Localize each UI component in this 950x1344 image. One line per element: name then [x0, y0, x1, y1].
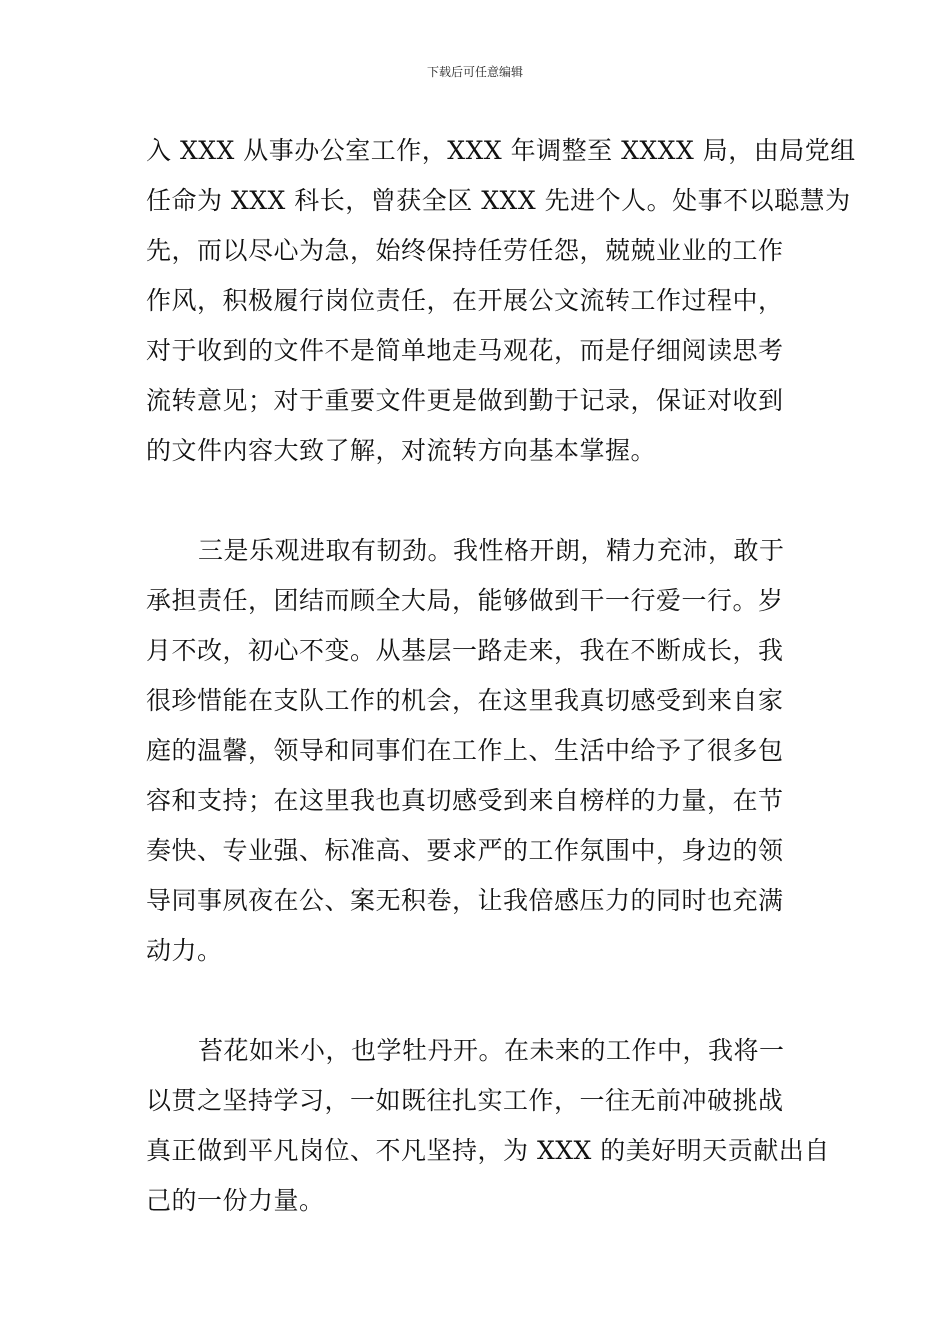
paragraph-2	[146, 526, 806, 976]
paragraph-spacer	[146, 976, 806, 1026]
page-header: 下载后可任意编辑	[426, 65, 523, 79]
text-line: 奏快、专业强、标准高、要求严的工作氛围中，身边的领	[146, 836, 784, 865]
text-line: 承担责任，团结而顾全大局，能够做到干一行爱一行。岁	[146, 586, 784, 615]
text-line: 三是乐观进取有韧劲。我性格开朗，精力充沛，敢于	[198, 536, 785, 565]
text-line: 容和支持；在这里我也真切感受到来自榜样的力量，在节	[146, 786, 784, 815]
paragraph-3	[146, 1026, 830, 1226]
text-line: 的文件内容大致了解，对流转方向基本掌握。	[146, 436, 657, 465]
text-line: 苔花如米小，也学牡丹开。在未来的工作中，我将一	[198, 1036, 785, 1065]
paragraph-1	[146, 126, 856, 476]
text-line: 作风，积极履行岗位责任，在开展公文流转工作过程中，	[146, 286, 784, 315]
text-line: 对于收到的文件不是简单地走马观花，而是仔细阅读思考	[146, 336, 784, 365]
text-line: 庭的温馨，领导和同事们在工作上、生活中给予了很多包	[146, 736, 784, 765]
text-line: 以贯之坚持学习，一如既往扎实工作，一往无前冲破挑战	[146, 1086, 784, 1115]
text-line: 真正做到平凡岗位、不凡坚持，为 XXX 的美好明天贡献出自	[146, 1136, 830, 1165]
text-line: 月不改，初心不变。从基层一路走来，我在不断成长，我	[146, 636, 784, 665]
paragraph-spacer	[146, 476, 806, 526]
text-line: 导同事夙夜在公、案无积卷，让我倍感压力的同时也充满	[146, 886, 784, 915]
text-line: 动力。	[146, 936, 223, 965]
text-line: 先，而以尽心为急，始终保持任劳任怨，兢兢业业的工作	[146, 236, 784, 265]
text-line: 任命为 XXX 科长，曾获全区 XXX 先进个人。处事不以聪慧为	[146, 186, 851, 215]
text-line: 己的一份力量。	[146, 1186, 325, 1215]
text-line: 流转意见；对于重要文件更是做到勤于记录，保证对收到	[146, 386, 784, 415]
document-body	[146, 126, 856, 1226]
text-line: 很珍惜能在支队工作的机会，在这里我真切感受到来自家	[146, 686, 784, 715]
text-line: 入 XXX 从事办公室工作，XXX 年调整至 XXXX 局，由局党组	[146, 136, 856, 165]
